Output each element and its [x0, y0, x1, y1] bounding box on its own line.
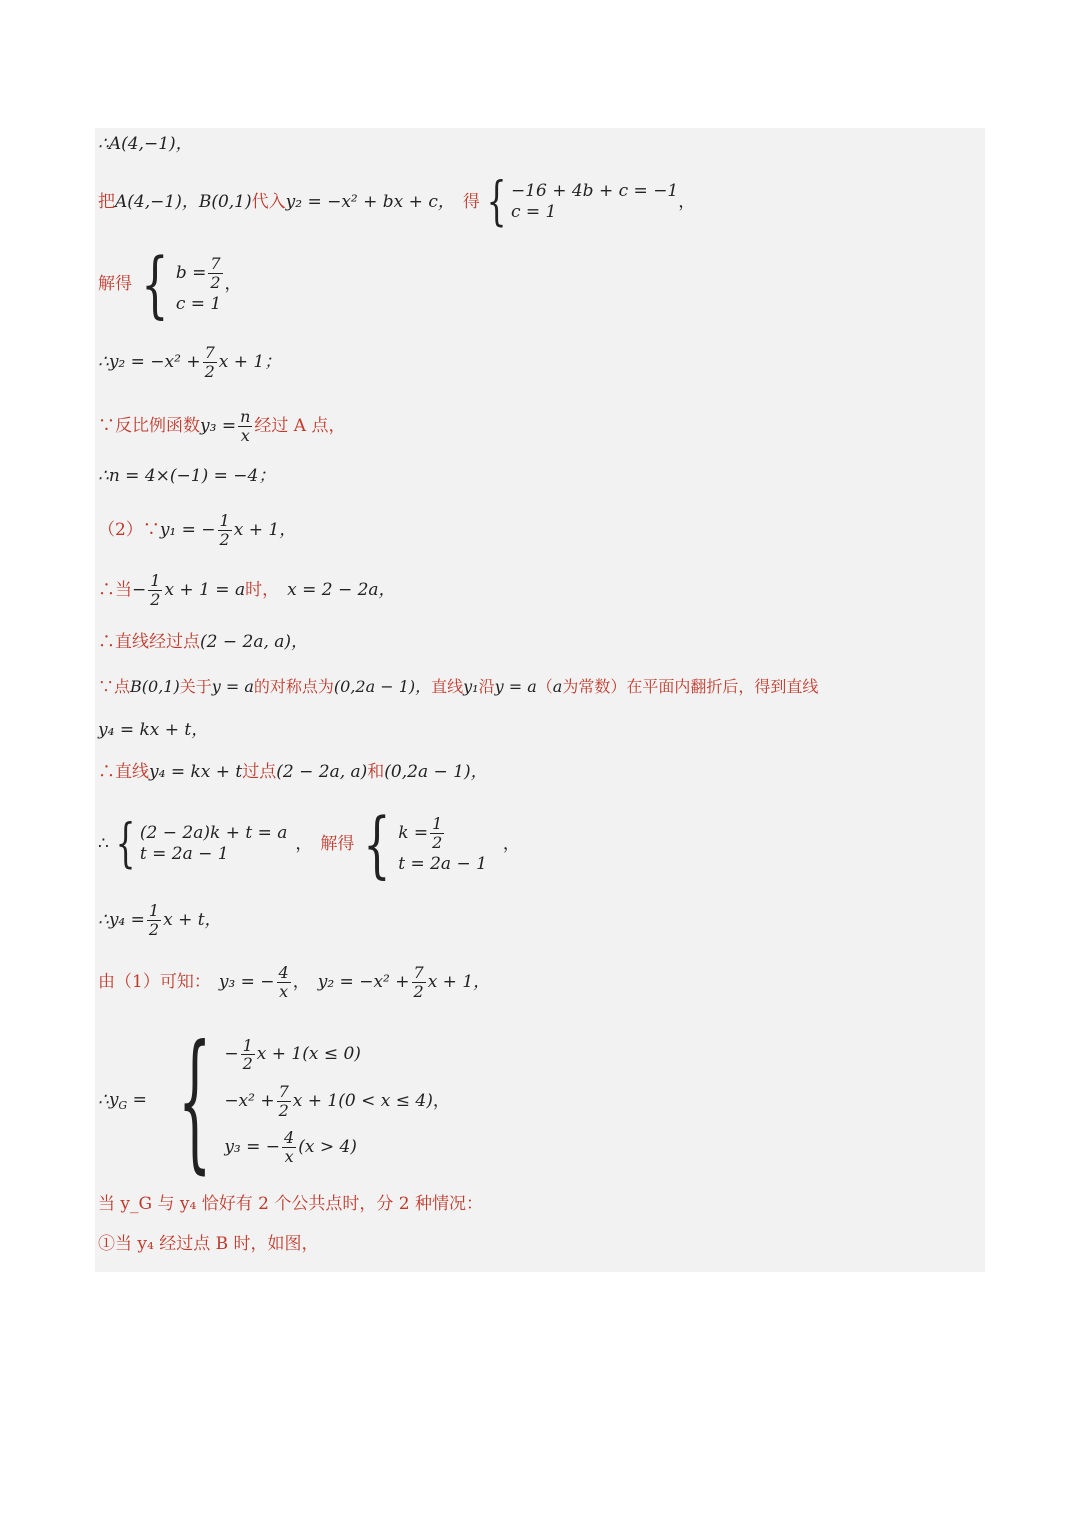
text: 时， [245, 579, 280, 600]
line-17 [98, 1196, 483, 1213]
text: 关于 [179, 677, 212, 696]
math-text: y = a [494, 677, 537, 696]
text: ∴当 [98, 579, 132, 600]
math-text: y₄ = kx + t [149, 762, 243, 782]
fraction: $\frac{4}{x}$ [278, 963, 289, 1001]
equation-lhs: b = [175, 263, 207, 283]
math-text: y₁ = − [159, 519, 216, 540]
equation: t = 2a − 1 [398, 853, 487, 874]
line-12 [98, 764, 488, 781]
math-text: (0,2a − 1)， [384, 762, 488, 782]
line-1 [98, 136, 193, 153]
math-text: x + 1， [427, 971, 491, 992]
equation: t = 2a − 1 [139, 844, 229, 864]
equation-system: { −16 + 4b + c = −1 c = 1 [486, 172, 679, 232]
piece-1: − $\frac{1}{2}$ x + 1(x ≤ 0) [224, 1035, 361, 1074]
math-text: (0,2a − 1)， [333, 677, 432, 696]
text: 解得 [320, 833, 355, 854]
math-text: $\therefore y_G$ = [98, 1089, 147, 1112]
text: ， [502, 833, 520, 854]
line-7 [98, 512, 296, 548]
math-text: y₂ = −x² + bx + c， [285, 191, 455, 212]
line-4 [98, 344, 281, 380]
math-text: (2 − 2a, a)， [200, 632, 309, 652]
text: 由（1）可知： [98, 971, 211, 992]
piece-3: y₃ = − $\frac{4}{x}$ (x > 4) [224, 1128, 357, 1166]
line-11 [98, 722, 208, 739]
math-text: y₂ = −x² + [317, 971, 410, 992]
text: ∵反比例函数 [98, 415, 200, 436]
line-6 [98, 468, 275, 485]
fraction: $\frac{1}{2}$ [432, 814, 443, 852]
line-10 [98, 679, 818, 695]
equation-lhs: k = [398, 823, 429, 843]
equation: c = 1 [510, 202, 557, 222]
text: 的对称点为 [253, 677, 334, 696]
math-text: ∴y₄ = [98, 909, 145, 930]
line-13 [98, 802, 520, 886]
math-text: x + t， [163, 909, 222, 930]
line-8 [98, 572, 396, 608]
text: ∵点 [98, 677, 131, 696]
math-text: ∴y₂ = −x² + [98, 351, 201, 372]
fraction: $\frac{7}{2}$ [413, 963, 424, 1001]
math-text: (2 − 2a, a) [276, 762, 368, 782]
math-text: y₃ = [200, 415, 237, 436]
text: 过点 [242, 762, 277, 782]
math-text: x + 1， [233, 519, 297, 540]
text: （2）∵ [98, 519, 160, 540]
text: 和 [367, 762, 385, 782]
math-text: A(4,−1)，B(0,1) [115, 191, 252, 212]
fraction: $\frac{n}{x}$ [240, 407, 251, 445]
line-18 [98, 1236, 319, 1253]
text: 当 y_G 与 y₄ 恰好有 2 个公共点时，分 2 种情况： [98, 1194, 483, 1214]
text: ， [224, 273, 242, 294]
text: ， [292, 971, 310, 992]
line-14 [98, 902, 222, 938]
text: 经过 A 点， [254, 415, 346, 436]
piecewise-function: { − $\frac{1}{2}$ x + 1(x ≤ 0) −x² + $\frac{7}{2}$ x + 1(0 < x ≤ 4) ， y₃ = − $\frac{4}{x}$ (x > 4) [177, 1014, 450, 1188]
math-text: − [132, 579, 147, 600]
text: ， [295, 833, 313, 854]
math-text: x + 1； [218, 351, 282, 372]
text: 得 [462, 191, 480, 212]
fraction: $\frac{1}{2}$ [219, 511, 230, 549]
math-text: y₃ = − [218, 971, 275, 992]
equation-system: { k = $\frac{1}{2}$ t = 2a − 1 [363, 802, 487, 886]
equation: −16 + 4b + c = −1 [510, 181, 679, 201]
fraction: $\frac{1}{2}$ [150, 571, 161, 609]
equation [176, 253, 225, 293]
line-15 [98, 964, 490, 1000]
text: ∴直线 [98, 762, 149, 782]
text: 代入 [251, 191, 286, 212]
equation-system: { b = $\frac{7}{2}$ c = 1 [132, 248, 225, 320]
piece-2: −x² + $\frac{7}{2}$ x + 1(0 < x ≤ 4) ， [224, 1081, 450, 1120]
line-2 [98, 172, 696, 232]
math-text: x + 1 = a [164, 579, 246, 600]
math-text: x = 2 − 2a， [287, 579, 396, 600]
text: 为常数）在平面内翻折后，得到直线 [562, 677, 819, 696]
line-9 [98, 634, 308, 651]
line-5 [98, 408, 345, 444]
line-16-piecewise [98, 1014, 450, 1188]
text: 直线 [431, 677, 464, 696]
text: ∴ [98, 833, 109, 854]
text: 解得 [98, 273, 132, 294]
text: 沿 [478, 677, 495, 696]
math-text: B(0,1) [130, 677, 180, 696]
text: ， [678, 191, 696, 212]
equation: (2 − 2a)k + t = a [139, 823, 288, 843]
math-text: a [552, 677, 563, 696]
line-3 [98, 242, 242, 326]
text: 把 [98, 191, 115, 212]
fraction: $\frac{7}{2}$ [210, 254, 221, 292]
equation-system: { (2 − 2a)k + t = a t = 2a − 1 [115, 814, 288, 874]
math-text: ∴A(4,−1)， [98, 134, 193, 154]
math-text: y₁ [463, 677, 479, 696]
math-text: y₄ = kx + t， [98, 720, 209, 740]
fraction: $\frac{1}{2}$ [148, 901, 160, 939]
fraction: $\frac{7}{2}$ [204, 343, 215, 381]
math-text: ∴n = 4×(−1) = −4； [98, 466, 276, 486]
text: ∴直线经过点 [98, 632, 200, 652]
text: ①当 y₄ 经过点 B 时，如图， [98, 1234, 319, 1254]
math-text: y = a [211, 677, 254, 696]
equation [398, 813, 487, 853]
equation: c = 1 [175, 293, 222, 314]
text: （ [536, 677, 553, 696]
